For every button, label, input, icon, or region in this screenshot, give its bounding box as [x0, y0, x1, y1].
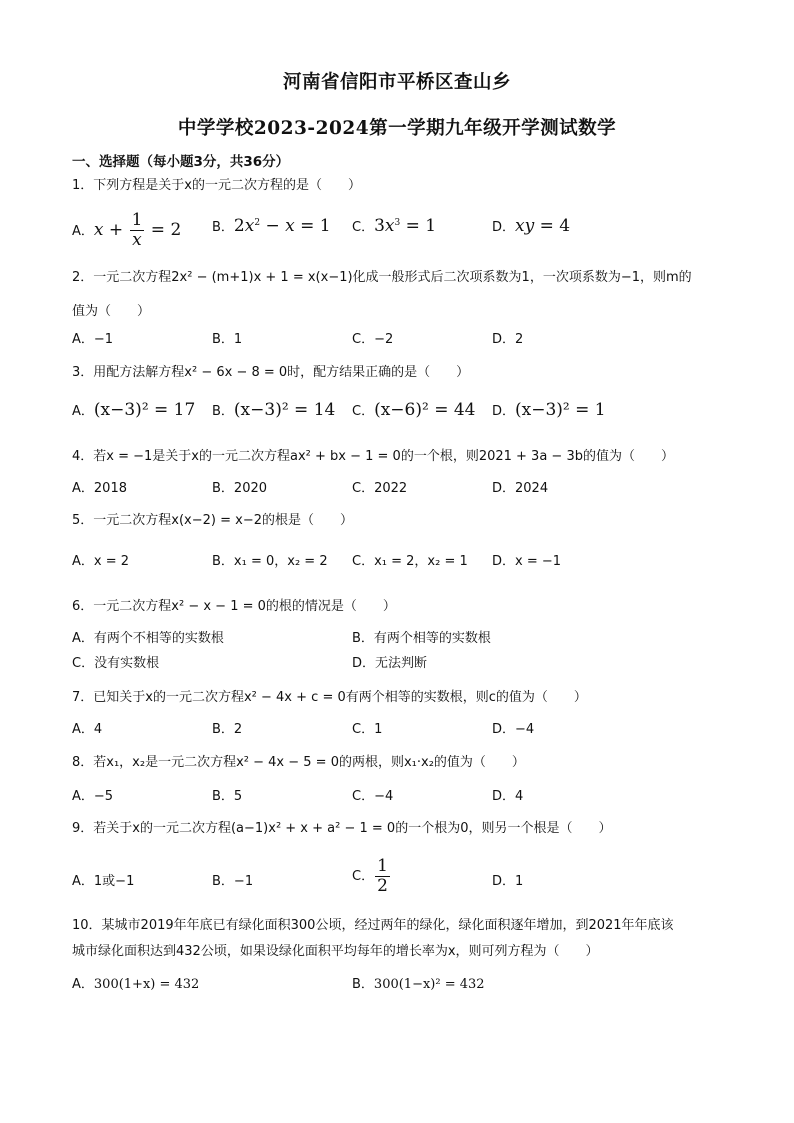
q5-option-c[interactable] — [352, 550, 468, 569]
option-label: C． — [352, 404, 375, 419]
q9-option-a[interactable] — [72, 870, 134, 889]
option-label: C． — [352, 869, 375, 884]
option-text: 300(1−x)² = 432 — [373, 977, 485, 992]
q4-option-b[interactable] — [212, 477, 267, 496]
option-label: B． — [212, 332, 234, 347]
option-label: A． — [72, 224, 94, 239]
option-label: D． — [492, 481, 516, 496]
q5-option-a[interactable] — [72, 550, 129, 569]
question-stem: 若关于x的一元二次方程(a−1)x² + x + a² − 1 = 0的一个根为0，则另一个根是（ ） — [93, 821, 612, 836]
option-text: 4 — [515, 789, 524, 804]
q1-option-d[interactable] — [492, 216, 570, 236]
option-text: 有两个相等的实数根 — [373, 631, 491, 646]
option-label: A． — [72, 631, 94, 646]
q8-option-c[interactable] — [352, 785, 393, 804]
option-label: A． — [72, 481, 94, 496]
option-math: x + $\frac{1}{x}$ = 2 — [93, 210, 182, 250]
question-2-cont: 值为（ ） — [72, 304, 151, 319]
option-label: C． — [352, 220, 375, 235]
option-text: 2 — [233, 722, 243, 737]
q3-option-d[interactable] — [492, 400, 606, 420]
option-label: B． — [212, 404, 234, 419]
question-stem: 下列方程是关于x的一元二次方程的是（ ） — [93, 178, 361, 193]
option-text: 1 — [515, 874, 524, 889]
option-text: 300(1+x) = 432 — [93, 977, 200, 992]
question-number: 3． — [72, 365, 94, 380]
option-text: −1 — [93, 332, 114, 347]
option-text: 没有实数根 — [94, 656, 160, 671]
option-label: A． — [72, 554, 94, 569]
question-number: 10． — [72, 918, 102, 933]
q9-option-c[interactable] — [352, 858, 391, 895]
question-stem: 已知关于x的一元二次方程x² − 4x + c = 0有两个相等的实数根，则c的值为（ ） — [93, 690, 587, 705]
option-label: B． — [212, 220, 234, 235]
option-text: 2 — [515, 332, 524, 347]
option-text: 无法判断 — [375, 656, 428, 671]
q3-option-c[interactable] — [352, 400, 476, 420]
option-label: D． — [352, 656, 376, 671]
question-4 — [72, 445, 674, 464]
q6-option-d[interactable] — [352, 652, 427, 671]
option-label: B． — [212, 789, 234, 804]
option-label: A． — [72, 789, 94, 804]
option-text: x = −1 — [515, 554, 562, 569]
question-5 — [72, 509, 353, 528]
q2-option-d[interactable] — [492, 328, 523, 347]
option-label: C． — [352, 554, 375, 569]
option-label: C． — [352, 722, 375, 737]
option-text: (x−6)² = 44 — [374, 400, 476, 420]
q7-option-a[interactable] — [72, 718, 102, 737]
option-math: $2x^2 - x = 1$ — [233, 216, 331, 236]
option-math: xy = 4 — [515, 216, 571, 236]
option-label: C． — [72, 656, 95, 671]
option-text: 5 — [233, 789, 243, 804]
option-fraction: $\frac{1}{2}$ — [377, 856, 388, 896]
q9-option-d[interactable] — [492, 870, 523, 889]
q1-option-b[interactable] — [212, 216, 331, 236]
q4-option-a[interactable] — [72, 477, 127, 496]
q10-option-b[interactable] — [352, 973, 485, 992]
option-text: 2022 — [374, 481, 408, 496]
option-text: −1 — [233, 874, 254, 889]
question-number: 1． — [72, 178, 94, 193]
question-stem: 若x₁，x₂是一元二次方程x² − 4x − 5 = 0的两根，则x₁·x₂的值为（ ） — [93, 755, 525, 770]
question-8 — [72, 751, 525, 770]
option-text: −5 — [93, 789, 114, 804]
question-9 — [72, 817, 611, 836]
section-heading: 一、选择题（每小题3分，共36分） — [72, 154, 290, 170]
question-number: 5． — [72, 513, 94, 528]
option-label: A． — [72, 977, 94, 992]
option-text: 1 — [233, 332, 243, 347]
option-label: A． — [72, 722, 94, 737]
option-text: (x−3)² = 17 — [93, 400, 196, 420]
option-text: −2 — [374, 332, 394, 347]
question-7 — [72, 686, 587, 705]
option-label: B． — [212, 874, 234, 889]
question-stem: 一元二次方程x(x−2) = x−2的根是（ ） — [93, 513, 353, 528]
q7-option-d[interactable] — [492, 718, 534, 737]
q2-option-a[interactable] — [72, 328, 113, 347]
question-stem: 一元二次方程2x² − (m+1)x + 1 = x(x−1)化成一般形式后二次项系数为1，一次项系数为−1，则m的 — [93, 270, 692, 285]
question-1 — [72, 174, 361, 193]
option-label: C． — [352, 789, 375, 804]
question-10 — [72, 914, 674, 933]
question-stem: 用配方法解方程x² − 6x − 8 = 0时，配方结果正确的是（ ） — [93, 365, 470, 380]
option-text: 1或−1 — [93, 874, 135, 889]
option-text: 1 — [374, 722, 383, 737]
option-text: −4 — [515, 722, 535, 737]
option-label: B． — [212, 722, 234, 737]
title-line-2: 中学学校2023-2024第一学期九年级开学测试数学 — [177, 118, 617, 139]
option-label: D． — [492, 554, 516, 569]
q6-option-a[interactable] — [72, 627, 224, 646]
option-label: C． — [352, 481, 375, 496]
q8-option-b[interactable] — [212, 785, 242, 804]
option-text: −4 — [374, 789, 394, 804]
q8-option-d[interactable] — [492, 785, 523, 804]
option-label: D． — [492, 332, 516, 347]
question-stem: 若x = −1是关于x的一元二次方程ax² + bx − 1 = 0的一个根，则2021 + 3a − 3b的值为（ ） — [93, 449, 674, 464]
option-text: x₁ = 0，x₂ = 2 — [233, 554, 328, 569]
option-label: A． — [72, 332, 94, 347]
question-number: 4． — [72, 449, 94, 464]
option-label: A． — [72, 404, 94, 419]
option-text: 2018 — [93, 481, 127, 496]
option-text: 有两个不相等的实数根 — [93, 631, 224, 646]
option-text: 4 — [93, 722, 103, 737]
option-label: B． — [212, 481, 234, 496]
option-text: (x−3)² = 14 — [233, 400, 336, 420]
q8-option-a[interactable] — [72, 785, 113, 804]
question-number: 8． — [72, 755, 94, 770]
q1-option-a[interactable] — [72, 212, 181, 249]
question-number: 9． — [72, 821, 94, 836]
question-number: 6． — [72, 599, 94, 614]
q9-option-b[interactable] — [212, 870, 253, 889]
option-text: (x−3)² = 1 — [515, 400, 606, 420]
option-label: B． — [212, 554, 234, 569]
question-3 — [72, 361, 469, 380]
q4-option-d[interactable] — [492, 477, 548, 496]
question-stem: 一元二次方程x² − x − 1 = 0的根的情况是（ ） — [93, 599, 396, 614]
question-2 — [72, 266, 692, 285]
option-label: D． — [492, 404, 516, 419]
q5-option-b[interactable] — [212, 550, 328, 569]
option-text: 2020 — [233, 481, 268, 496]
option-label: C． — [352, 332, 375, 347]
option-text: x₁ = 2，x₂ = 1 — [374, 554, 468, 569]
question-stem: 某城市2019年年底已有绿化面积300公顷，经过两年的绿化，绿化面积逐年增加，到2021年年底该 — [101, 918, 674, 933]
question-6 — [72, 595, 396, 614]
q4-option-c[interactable] — [352, 477, 407, 496]
option-math: $3x^3 = 1$ — [374, 216, 437, 236]
q7-option-b[interactable] — [212, 718, 242, 737]
option-label: D． — [492, 220, 516, 235]
option-label: A． — [72, 874, 94, 889]
q2-option-c[interactable] — [352, 328, 393, 347]
option-label: D． — [492, 722, 516, 737]
option-label: D． — [492, 789, 516, 804]
question-number: 2． — [72, 270, 94, 285]
q6-option-c[interactable] — [72, 652, 159, 671]
q3-option-a[interactable] — [72, 400, 195, 420]
q5-option-d[interactable] — [492, 550, 561, 569]
q2-option-b[interactable] — [212, 328, 242, 347]
q6-option-b[interactable] — [352, 627, 491, 646]
q10-option-a[interactable] — [72, 973, 199, 992]
question-number: 7． — [72, 690, 94, 705]
option-label: B． — [352, 977, 374, 992]
option-text: x = 2 — [93, 554, 130, 569]
q1-option-c[interactable] — [352, 216, 436, 236]
option-label: B． — [352, 631, 374, 646]
question-10-cont: 城市绿化面积达到432公顷，如果设绿化面积平均每年的增长率为x，则可列方程为（ ） — [72, 944, 599, 959]
option-text: 2024 — [515, 481, 549, 496]
option-label: D． — [492, 874, 516, 889]
q7-option-c[interactable] — [352, 718, 382, 737]
title-line-1: 河南省信阳市平桥区查山乡 — [282, 72, 511, 93]
q3-option-b[interactable] — [212, 400, 335, 420]
